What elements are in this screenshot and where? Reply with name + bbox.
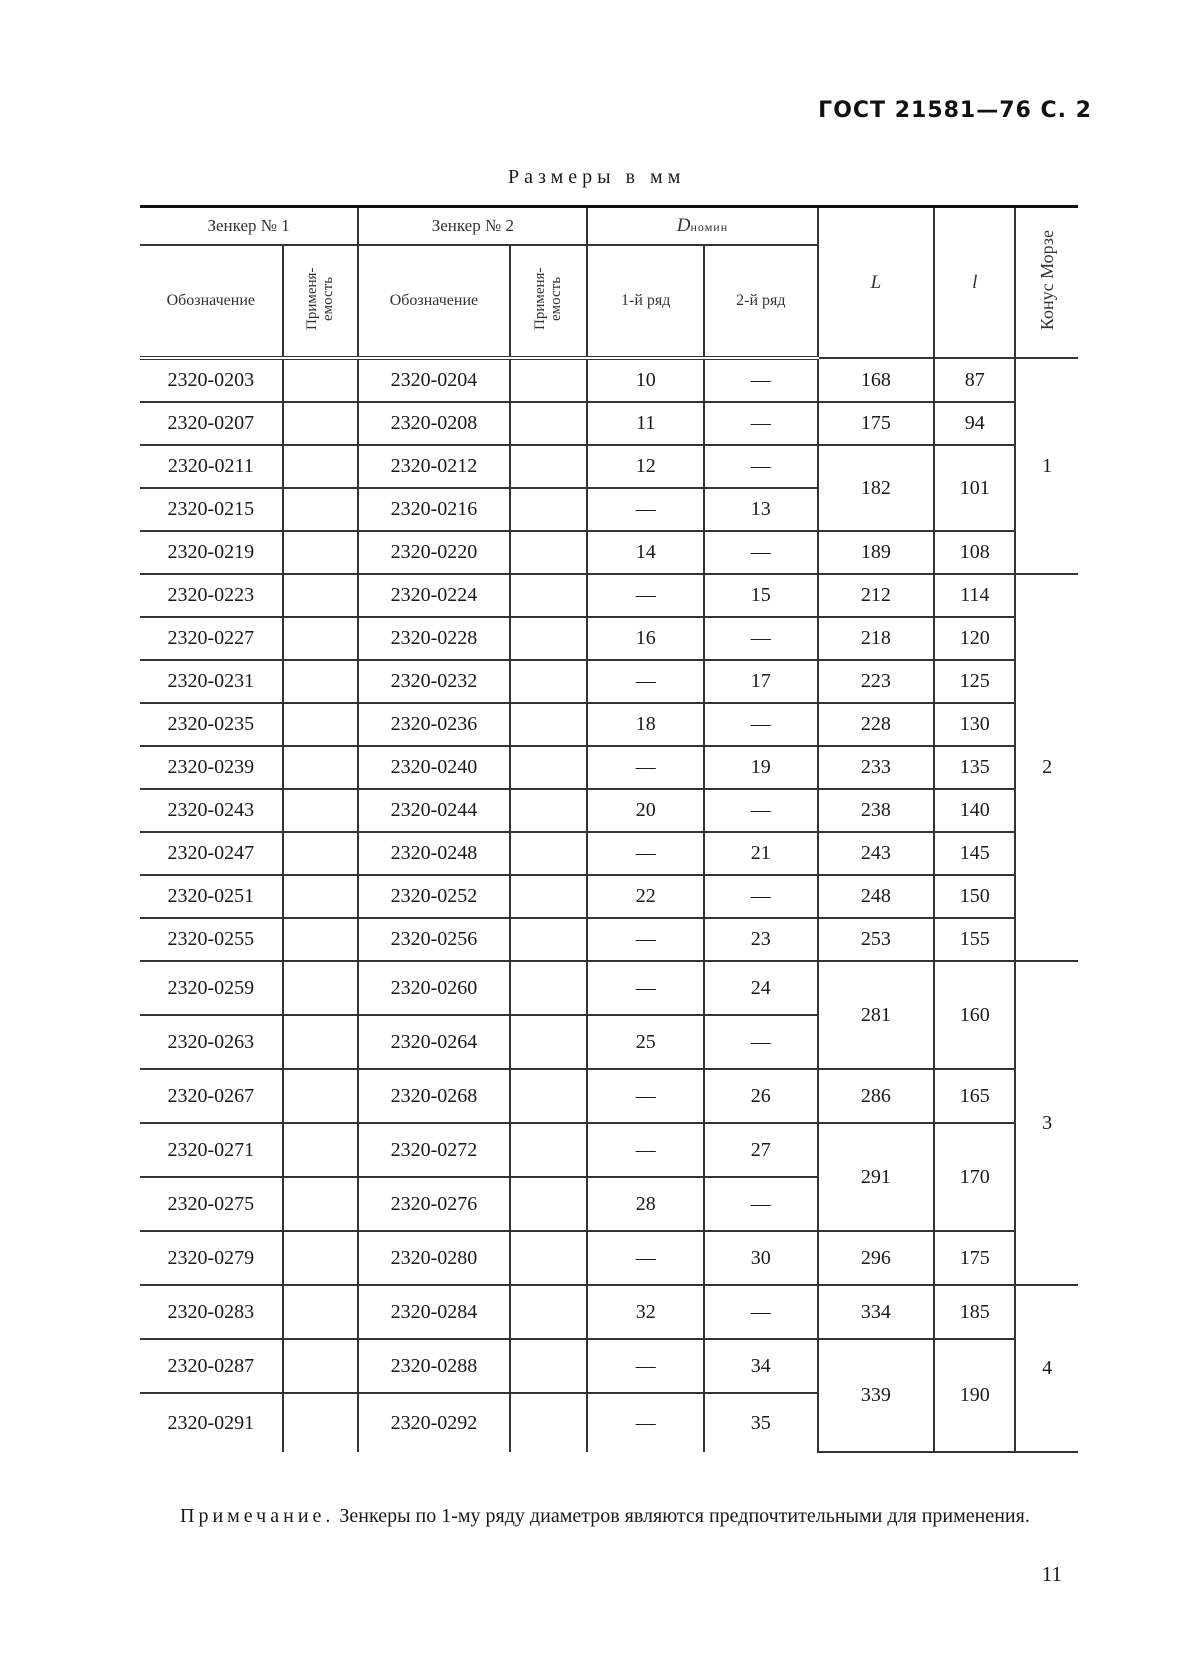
zenker2-applicability [510,918,588,961]
diameter-row-2: 21 [704,832,817,875]
length-l: 150 [934,875,1015,918]
zenker2-applicability [510,531,588,574]
dimensions-table [140,205,1078,1453]
length-L: 168 [818,358,935,402]
diameter-row-2: — [704,703,817,746]
diameter-row-2: — [704,789,817,832]
header-morse-cone: Конус Морзе [1015,207,1078,359]
diameter-row-2: — [704,617,817,660]
diameter-row-1: — [587,746,704,789]
zenker2-designation: 2320-0228 [358,617,509,660]
length-l: 140 [934,789,1015,832]
zenker2-applicability [510,617,588,660]
zenker1-applicability [283,1231,359,1285]
table-row [140,617,1078,660]
table-row [140,1285,1078,1339]
page-number: 11 [1041,1562,1062,1586]
header-designation-1: Обозначение [140,245,283,358]
diameter-row-2: — [704,875,817,918]
diameter-row-1: — [587,1231,704,1285]
diameter-row-1: 25 [587,1015,704,1069]
zenker2-designation: 2320-0236 [358,703,509,746]
length-L: 182 [818,445,935,531]
zenker2-designation: 2320-0284 [358,1285,509,1339]
header-L: L [818,207,935,359]
zenker2-designation: 2320-0232 [358,660,509,703]
zenker2-applicability [510,1339,588,1393]
diameter-row-1: 12 [587,445,704,488]
length-l: 185 [934,1285,1015,1339]
footnote [180,1503,1060,1529]
length-L: 238 [818,789,935,832]
diameter-row-1: — [587,660,704,703]
zenker1-designation: 2320-0267 [140,1069,283,1123]
diameter-row-2: — [704,402,817,445]
table-row [140,1231,1078,1285]
diameter-row-1: 18 [587,703,704,746]
zenker1-designation: 2320-0287 [140,1339,283,1393]
zenker1-applicability [283,789,359,832]
header-zenker-2: Зенкер № 2 [358,207,587,246]
diameter-row-2: 19 [704,746,817,789]
zenker2-applicability [510,789,588,832]
diameter-row-1: 10 [587,358,704,402]
morse-cone: 1 [1015,358,1078,574]
length-L: 243 [818,832,935,875]
length-l: 125 [934,660,1015,703]
header-d-nominal: Dномин [587,207,817,246]
length-l: 145 [934,832,1015,875]
length-L: 334 [818,1285,935,1339]
diameter-row-2: — [704,358,817,402]
header-row-1: 1-й ряд [587,245,704,358]
header-l: l [934,207,1015,359]
zenker1-applicability [283,445,359,488]
length-L: 253 [818,918,935,961]
table-row [140,1069,1078,1123]
zenker1-applicability [283,703,359,746]
zenker2-applicability [510,488,588,531]
diameter-row-1: 22 [587,875,704,918]
zenker2-applicability [510,660,588,703]
zenker1-designation: 2320-0255 [140,918,283,961]
zenker1-designation: 2320-0235 [140,703,283,746]
zenker2-applicability [510,875,588,918]
table-body [140,358,1078,1452]
length-l: 165 [934,1069,1015,1123]
zenker2-designation: 2320-0256 [358,918,509,961]
table-row [140,746,1078,789]
length-L: 281 [818,961,935,1069]
morse-cone: 2 [1015,574,1078,961]
diameter-row-2: 17 [704,660,817,703]
zenker2-applicability [510,574,588,617]
zenker1-designation: 2320-0203 [140,358,283,402]
zenker2-designation: 2320-0224 [358,574,509,617]
zenker2-designation: 2320-0268 [358,1069,509,1123]
diameter-row-2: 26 [704,1069,817,1123]
zenker2-applicability [510,1285,588,1339]
zenker2-designation: 2320-0216 [358,488,509,531]
table-row [140,789,1078,832]
zenker2-designation: 2320-0204 [358,358,509,402]
diameter-row-2: 13 [704,488,817,531]
zenker1-applicability [283,531,359,574]
table-row [140,402,1078,445]
zenker1-applicability [283,617,359,660]
zenker1-designation: 2320-0259 [140,961,283,1015]
length-L: 212 [818,574,935,617]
zenker2-designation: 2320-0212 [358,445,509,488]
zenker1-designation: 2320-0243 [140,789,283,832]
zenker2-designation: 2320-0292 [358,1393,509,1452]
diameter-row-1: — [587,1123,704,1177]
length-L: 248 [818,875,935,918]
zenker2-designation: 2320-0252 [358,875,509,918]
diameter-row-1: 11 [587,402,704,445]
zenker1-applicability [283,832,359,875]
header-applicability-2: Применя-емость [510,245,588,358]
diameter-row-1: — [587,832,704,875]
diameter-row-2: 35 [704,1393,817,1452]
zenker1-applicability [283,1177,359,1231]
length-L: 286 [818,1069,935,1123]
footnote-text: Зенкеры по 1-му ряду диаметров являются предпочтительными для применения. [334,1505,1030,1527]
table-row [140,832,1078,875]
zenker1-designation: 2320-0215 [140,488,283,531]
length-l: 175 [934,1231,1015,1285]
zenker1-applicability [283,1393,359,1452]
diameter-row-1: — [587,961,704,1015]
zenker2-designation: 2320-0220 [358,531,509,574]
zenker1-applicability [283,1123,359,1177]
table-row [140,574,1078,617]
diameter-row-2: 27 [704,1123,817,1177]
length-l: 160 [934,961,1015,1069]
table-row [140,961,1078,1015]
zenker1-designation: 2320-0291 [167,1411,255,1434]
length-l: 114 [934,574,1015,617]
zenker2-applicability [510,961,588,1015]
diameter-row-1: 14 [587,531,704,574]
zenker1-applicability [283,574,359,617]
length-l: 170 [934,1123,1015,1231]
morse-cone: 3 [1015,961,1078,1285]
zenker2-designation: 2320-0208 [358,402,509,445]
zenker2-designation: 2320-0260 [358,961,509,1015]
zenker1-designation: 2320-0207 [140,402,283,445]
length-L: 223 [818,660,935,703]
footnote-label: Примечание. [180,1505,335,1527]
zenker1-designation: 2320-0271 [140,1123,283,1177]
table-row [140,358,1078,402]
zenker2-applicability [510,358,588,402]
zenker1-designation: 2320-0227 [140,617,283,660]
zenker1-designation: 2320-0247 [140,832,283,875]
table-row [140,918,1078,961]
diameter-row-2: — [704,445,817,488]
zenker2-applicability [510,1123,588,1177]
zenker1-designation: 2320-0251 [140,875,283,918]
diameter-row-1: 20 [587,789,704,832]
table-row [140,1123,1078,1177]
table-row [140,875,1078,918]
zenker1-applicability [283,918,359,961]
zenker2-designation: 2320-0240 [358,746,509,789]
zenker2-designation: 2320-0272 [358,1123,509,1177]
table-row [140,703,1078,746]
zenker2-designation: 2320-0248 [358,832,509,875]
length-l: 94 [934,402,1015,445]
length-l: 108 [934,531,1015,574]
length-l: 101 [934,445,1015,531]
diameter-row-1: — [587,1339,704,1393]
zenker2-applicability [510,402,588,445]
zenker2-applicability [510,445,588,488]
diameter-row-1: 32 [587,1285,704,1339]
header-designation-2: Обозначение [358,245,509,358]
zenker2-designation: 2320-0264 [358,1015,509,1069]
diameter-row-2: 23 [704,918,817,961]
length-L: 218 [818,617,935,660]
zenker1-applicability [283,746,359,789]
diameter-row-2: — [704,1285,817,1339]
standard-header: ГОСТ 21581—76 С. 2 [818,98,1092,123]
zenker2-designation: 2320-0276 [358,1177,509,1231]
header-row-2: 2-й ряд [704,245,817,358]
zenker1-applicability [283,875,359,918]
length-l: 120 [934,617,1015,660]
table-row [140,531,1078,574]
zenker2-applicability [510,1015,588,1069]
length-l: 155 [934,918,1015,961]
length-L: 291 [818,1123,935,1231]
zenker2-designation: 2320-0288 [358,1339,509,1393]
diameter-row-2: — [704,1177,817,1231]
zenker2-designation: 2320-0244 [358,789,509,832]
zenker1-applicability [283,1285,359,1339]
length-l: 135 [934,746,1015,789]
diameter-row-1: 16 [587,617,704,660]
zenker2-applicability [510,703,588,746]
length-l: 87 [934,358,1015,402]
zenker1-applicability [283,358,359,402]
length-L: 175 [818,402,935,445]
diameter-row-1: 28 [587,1177,704,1231]
table-caption: Размеры в мм [508,166,686,188]
diameter-row-1: — [587,488,704,531]
zenker1-designation: 2320-0219 [140,531,283,574]
diameter-row-2: 34 [704,1339,817,1393]
zenker2-applicability [510,1177,588,1231]
diameter-row-1: — [587,918,704,961]
zenker1-designation: 2320-0223 [140,574,283,617]
diameter-row-2: 15 [704,574,817,617]
zenker1-designation: 2320-0211 [140,445,283,488]
zenker1-designation: 2320-0239 [140,746,283,789]
diameter-row-1: — [587,1393,704,1452]
zenker1-designation: 2320-0279 [140,1231,283,1285]
zenker2-applicability [510,832,588,875]
length-L: 233 [818,746,935,789]
zenker1-applicability [283,961,359,1015]
zenker2-applicability [510,1393,588,1452]
table-row [140,1339,1078,1393]
zenker1-applicability [283,488,359,531]
length-l: 130 [934,703,1015,746]
diameter-row-2: — [704,531,817,574]
morse-cone: 4 [1015,1285,1078,1452]
diameter-row-1: — [587,1069,704,1123]
diameter-row-1: — [587,574,704,617]
zenker2-designation: 2320-0280 [358,1231,509,1285]
zenker1-applicability [283,1015,359,1069]
zenker2-applicability [510,1069,588,1123]
length-l: 190 [934,1339,1015,1452]
table-row [140,445,1078,488]
zenker1-designation: 2320-0275 [140,1177,283,1231]
zenker1-applicability [283,1339,359,1393]
zenker2-applicability [510,746,588,789]
zenker1-designation: 2320-0283 [140,1285,283,1339]
zenker1-designation: 2320-0231 [140,660,283,703]
zenker1-applicability [283,660,359,703]
zenker2-applicability [510,1231,588,1285]
diameter-row-2: — [704,1015,817,1069]
zenker1-designation: 2320-0263 [140,1015,283,1069]
length-L: 189 [818,531,935,574]
header-applicability-1: Применя-емость [283,245,359,358]
diameter-row-2: 24 [704,961,817,1015]
length-L: 228 [818,703,935,746]
length-L: 296 [818,1231,935,1285]
header-zenker-1: Зенкер № 1 [140,207,358,246]
zenker1-applicability [283,1069,359,1123]
zenker1-applicability [283,402,359,445]
length-L: 339 [818,1339,935,1452]
diameter-row-2: 30 [704,1231,817,1285]
table-row [140,660,1078,703]
